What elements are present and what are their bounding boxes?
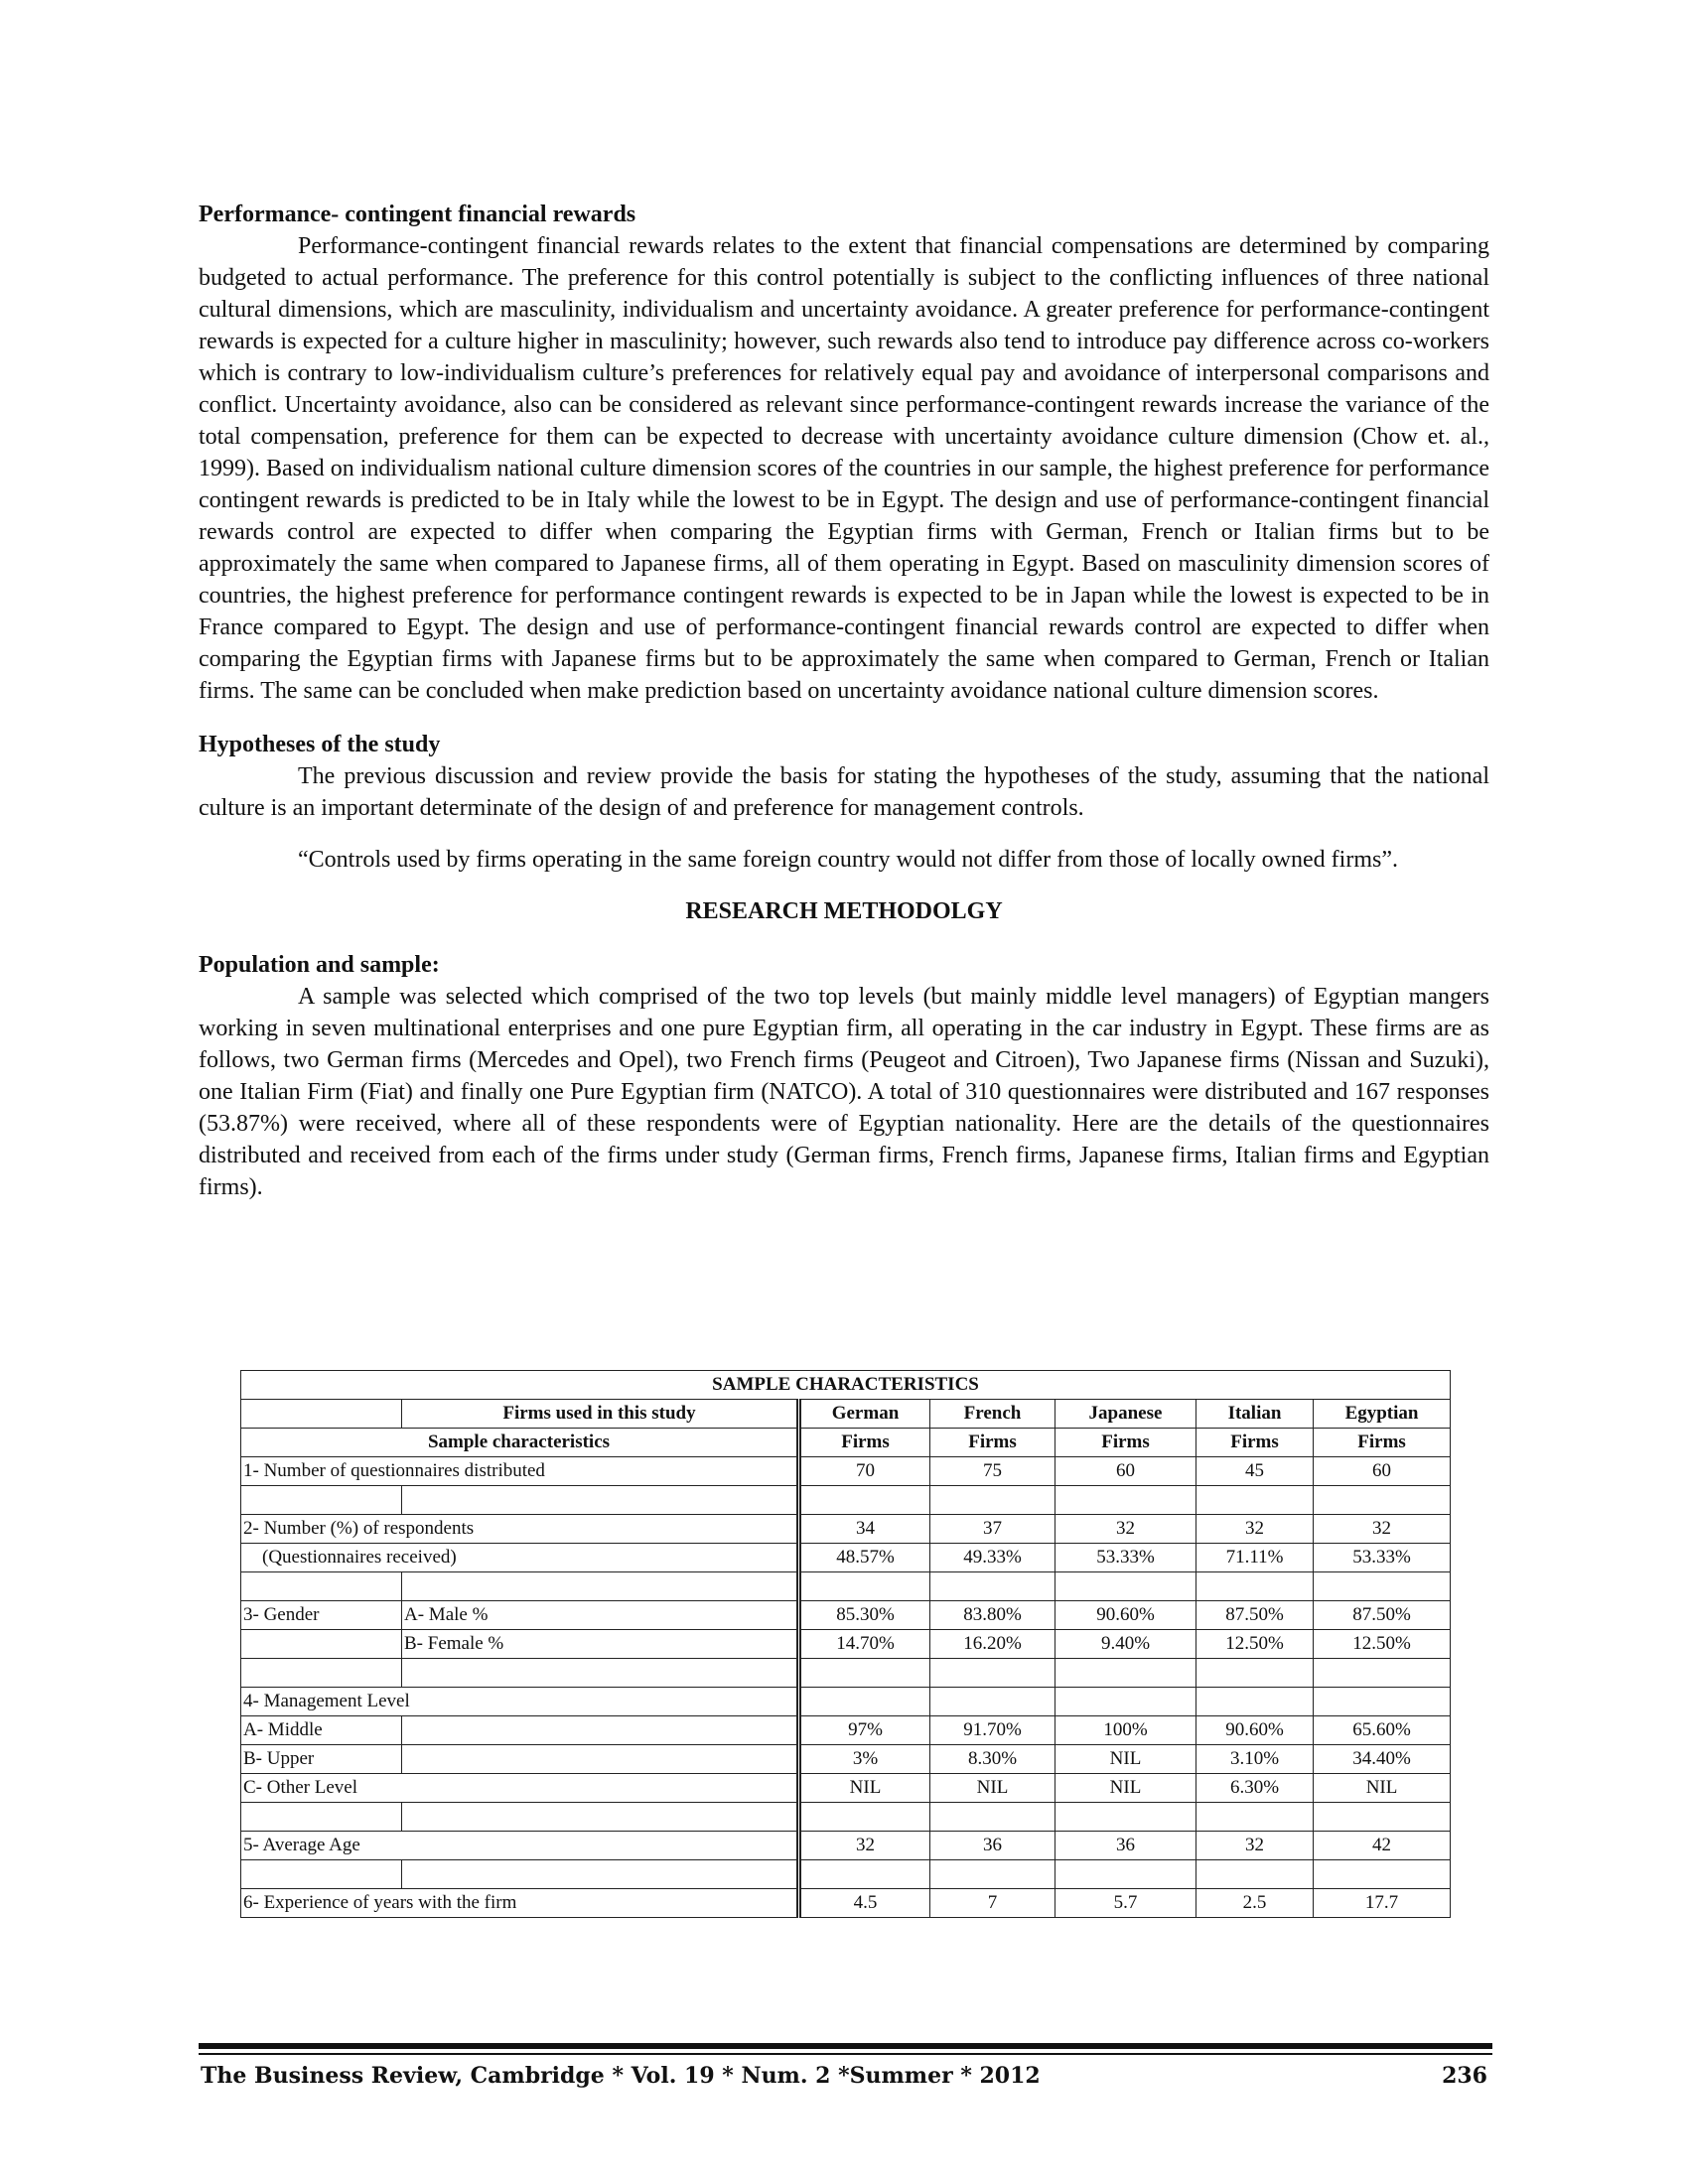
table-cell: [1314, 1572, 1451, 1601]
table-cell: [1196, 1572, 1314, 1601]
table-row: [241, 1860, 1451, 1889]
row-label: [241, 1659, 402, 1688]
row-label: 5- Average Age: [241, 1832, 799, 1860]
table-cell: 9.40%: [1055, 1630, 1196, 1659]
table-row: [241, 1716, 1451, 1745]
sample-characteristics-table: [240, 1370, 1451, 1918]
table-cell: [930, 1659, 1055, 1688]
table-cell: [799, 1803, 930, 1832]
table-cell: [1055, 1803, 1196, 1832]
table-row: [241, 1544, 1451, 1572]
table-cell: 70: [799, 1457, 930, 1486]
table-cell: [1314, 1803, 1451, 1832]
table-cell: 71.11%: [1196, 1544, 1314, 1572]
table-cell: [1055, 1659, 1196, 1688]
table-row: [241, 1515, 1451, 1544]
table-cell: 53.33%: [1055, 1544, 1196, 1572]
table-cell: 49.33%: [930, 1544, 1055, 1572]
sample-characteristics-table-wrapper: [240, 1370, 1450, 1918]
table-cell: 12.50%: [1196, 1630, 1314, 1659]
col-header-bottom: Firms: [1196, 1429, 1314, 1457]
section-heading-rewards: Performance- contingent financial rewards: [199, 202, 636, 227]
row-sublabel: [402, 1860, 799, 1889]
table-cell: 32: [1055, 1515, 1196, 1544]
footer-rule-thin: [199, 2053, 1492, 2055]
table-cell: 90.60%: [1055, 1601, 1196, 1630]
table-cell: 12.50%: [1314, 1630, 1451, 1659]
paragraph-hypotheses: The previous discussion and review provide the basis for stating the hypotheses of the study, assuming that the national culture is an important determinate of the design of and preference for management controls.: [199, 763, 1489, 821]
table-cell: [1314, 1688, 1451, 1716]
table-cell: 37: [930, 1515, 1055, 1544]
table-cell: 36: [1055, 1832, 1196, 1860]
table-cell: 90.60%: [1196, 1716, 1314, 1745]
table-cell: 87.50%: [1314, 1601, 1451, 1630]
table-cell: [930, 1688, 1055, 1716]
paragraph-population: A sample was selected which comprised of the two top levels (but mainly middle level managers) of Egyptian mangers working in seven multinational enterprises and one pure Egyptian firm, all operating in the car industry in Egypt. These firms are as follows, two German firms (Mercedes and Opel), two French firms (Peugeot and Citroen), Two Japanese firms (Nissan and Suzuki), one Italian Firm (Fiat) and finally one Pure Egyptian firm (NATCO). A total of 310 questionnaires were distributed and 167 responses (53.87%) were received, where all of these respondents were of Egyptian nationality. Here are the details of the questionnaires distributed and received from each of the firms under study (German firms, French firms, Japanese firms, Italian firms and Egyptian firms).: [199, 984, 1489, 1200]
page-content: [199, 199, 1489, 1203]
row-label: A- Middle: [241, 1716, 402, 1745]
table-cell: [1196, 1486, 1314, 1515]
table-cell: 2.5: [1196, 1889, 1314, 1918]
table-cell: NIL: [1314, 1774, 1451, 1803]
table-cell: 17.7: [1314, 1889, 1451, 1918]
col-header-top: Egyptian: [1314, 1400, 1451, 1429]
table-cell: 7: [930, 1889, 1055, 1918]
row-sublabel: B- Female %: [402, 1630, 799, 1659]
table-row: [241, 1745, 1451, 1774]
table-cell: 65.60%: [1314, 1716, 1451, 1745]
table-cell: [799, 1860, 930, 1889]
table-cell: 60: [1055, 1457, 1196, 1486]
row-sublabel: A- Male %: [402, 1601, 799, 1630]
table-row: [241, 1601, 1451, 1630]
table-cell: [799, 1572, 930, 1601]
table-row: [241, 1889, 1451, 1918]
table-cell: 83.80%: [930, 1601, 1055, 1630]
section-heading-hypotheses: Hypotheses of the study: [199, 732, 441, 757]
table-cell: NIL: [1055, 1745, 1196, 1774]
col-header-top: Japanese: [1055, 1400, 1196, 1429]
col-header-bottom: Firms: [1314, 1429, 1451, 1457]
table-cell: 91.70%: [930, 1716, 1055, 1745]
table-row: [241, 1659, 1451, 1688]
table-cell: 32: [1196, 1515, 1314, 1544]
table-cell: NIL: [799, 1774, 930, 1803]
header-sample-characteristics: Sample characteristics: [241, 1429, 799, 1457]
hypothesis-statement: “Controls used by firms operating in the same foreign country would not differ from those of locally owned firms”.: [298, 847, 1398, 873]
col-header-top: French: [930, 1400, 1055, 1429]
paragraph-rewards: Performance-contingent financial rewards relates to the extent that financial compensations are determined by comparing budgeted to actual performance. The preference for this control potentially is subject to the conflicting influences of three national cultural dimensions, which are masculinity, individualism and uncertainty avoidance. A greater preference for performance-contingent rewards is expected for a culture higher in masculinity; however, such rewards also tend to introduce pay difference across co-workers which is contrary to low-individualism culture’s preferences for relatively equal pay and avoidance of interpersonal comparisons and conflict. Uncertainty avoidance, also can be considered as relevant since performance-contingent rewards increase the variance of the total compensation, preference for them can be expected to decrease with uncertainty avoidance culture dimension (Chow et. al., 1999). Based on individualism national culture dimension scores of the countries in our sample, the highest preference for performance contingent rewards is predicted to be in Italy while the lowest to be in Egypt. The design and use of performance-contingent financial rewards control are expected to differ when comparing the Egyptian firms with German, French or Italian firms but to be approximately the same when compared to Japanese firms, all of them operating in Egypt. Based on masculinity dimension scores of countries, the highest preference for performance contingent rewards is expected to be in Japan while the lowest is expected to be in France compared to Egypt. The design and use of performance-contingent financial rewards control are expected to differ when comparing the Egyptian firms with Japanese firms but to be approximately the same when compared to German, French or Italian firms. The same can be concluded when make prediction based on uncertainty avoidance national culture dimension scores.: [199, 233, 1489, 704]
table-cell: 97%: [799, 1716, 930, 1745]
row-label: [241, 1486, 402, 1515]
table-cell: 32: [1314, 1515, 1451, 1544]
row-label: C- Other Level: [241, 1774, 799, 1803]
table-cell: 32: [1196, 1832, 1314, 1860]
table-title: SAMPLE CHARACTERISTICS: [241, 1371, 1451, 1400]
table-cell: [1196, 1860, 1314, 1889]
table-cell: 42: [1314, 1832, 1451, 1860]
table-cell: 3.10%: [1196, 1745, 1314, 1774]
row-sublabel: [402, 1803, 799, 1832]
table-cell: [1314, 1486, 1451, 1515]
section-heading-population: Population and sample:: [199, 952, 440, 978]
table-cell: [799, 1688, 930, 1716]
table-cell: 4.5: [799, 1889, 930, 1918]
row-sublabel: [402, 1659, 799, 1688]
table-cell: 48.57%: [799, 1544, 930, 1572]
row-sublabel: [402, 1745, 799, 1774]
table-cell: [799, 1486, 930, 1515]
table-row: [241, 1572, 1451, 1601]
row-sublabel: [402, 1716, 799, 1745]
col-header-top: Italian: [1196, 1400, 1314, 1429]
table-cell: [930, 1803, 1055, 1832]
table-row: [241, 1457, 1451, 1486]
col-header-top: German: [799, 1400, 930, 1429]
table-cell: NIL: [930, 1774, 1055, 1803]
row-sublabel: [402, 1572, 799, 1601]
table-cell: 53.33%: [1314, 1544, 1451, 1572]
table-row: [241, 1486, 1451, 1515]
table-cell: 87.50%: [1196, 1601, 1314, 1630]
table-cell: 36: [930, 1832, 1055, 1860]
table-row: [241, 1774, 1451, 1803]
table-cell: [1196, 1803, 1314, 1832]
footer-rule-thick: [199, 2043, 1492, 2049]
col-header-bottom: Firms: [1055, 1429, 1196, 1457]
row-label: B- Upper: [241, 1745, 402, 1774]
table-cell: 45: [1196, 1457, 1314, 1486]
table-cell: [1314, 1659, 1451, 1688]
table-cell: [1196, 1659, 1314, 1688]
table-cell: [1055, 1860, 1196, 1889]
journal-citation: The Business Review, Cambridge * Vol. 19 * Num. 2 *Summer * 2012: [201, 2063, 1041, 2089]
row-label: [241, 1860, 402, 1889]
row-label: 2- Number (%) of respondents: [241, 1515, 799, 1544]
table-cell: [799, 1659, 930, 1688]
table-cell: 5.7: [1055, 1889, 1196, 1918]
row-label: [241, 1572, 402, 1601]
table-cell: [1314, 1860, 1451, 1889]
table-cell: [1055, 1688, 1196, 1716]
table-cell: 85.30%: [799, 1601, 930, 1630]
table-row: [241, 1630, 1451, 1659]
row-sublabel: [402, 1486, 799, 1515]
table-row: [241, 1688, 1451, 1716]
row-label: [241, 1630, 402, 1659]
table-cell: 16.20%: [930, 1630, 1055, 1659]
table-cell: [1055, 1572, 1196, 1601]
table-cell: 8.30%: [930, 1745, 1055, 1774]
table-cell: NIL: [1055, 1774, 1196, 1803]
row-label: [241, 1803, 402, 1832]
table-cell: [930, 1860, 1055, 1889]
methodology-heading: RESEARCH METHODOLGY: [685, 898, 1003, 924]
row-label: 1- Number of questionnaires distributed: [241, 1457, 799, 1486]
table-cell: 6.30%: [1196, 1774, 1314, 1803]
header-firms-used: Firms used in this study: [402, 1400, 799, 1429]
table-cell: [930, 1486, 1055, 1515]
row-label: 4- Management Level: [241, 1688, 799, 1716]
table-cell: [1196, 1688, 1314, 1716]
table-cell: 75: [930, 1457, 1055, 1486]
table-cell: 32: [799, 1832, 930, 1860]
table-cell: [930, 1572, 1055, 1601]
page-number: 236: [1442, 2063, 1487, 2089]
row-label: (Questionnaires received): [241, 1544, 799, 1572]
table-cell: 60: [1314, 1457, 1451, 1486]
table-cell: [1055, 1486, 1196, 1515]
table-row: [241, 1832, 1451, 1860]
table-cell: 34.40%: [1314, 1745, 1451, 1774]
page-footer: [201, 2063, 1487, 2089]
row-label: 3- Gender: [241, 1601, 402, 1630]
col-header-bottom: Firms: [930, 1429, 1055, 1457]
table-row: [241, 1803, 1451, 1832]
table-cell: 14.70%: [799, 1630, 930, 1659]
table-cell: 100%: [1055, 1716, 1196, 1745]
table-cell: 34: [799, 1515, 930, 1544]
table-cell: 3%: [799, 1745, 930, 1774]
row-label: 6- Experience of years with the firm: [241, 1889, 799, 1918]
col-header-bottom: Firms: [799, 1429, 930, 1457]
